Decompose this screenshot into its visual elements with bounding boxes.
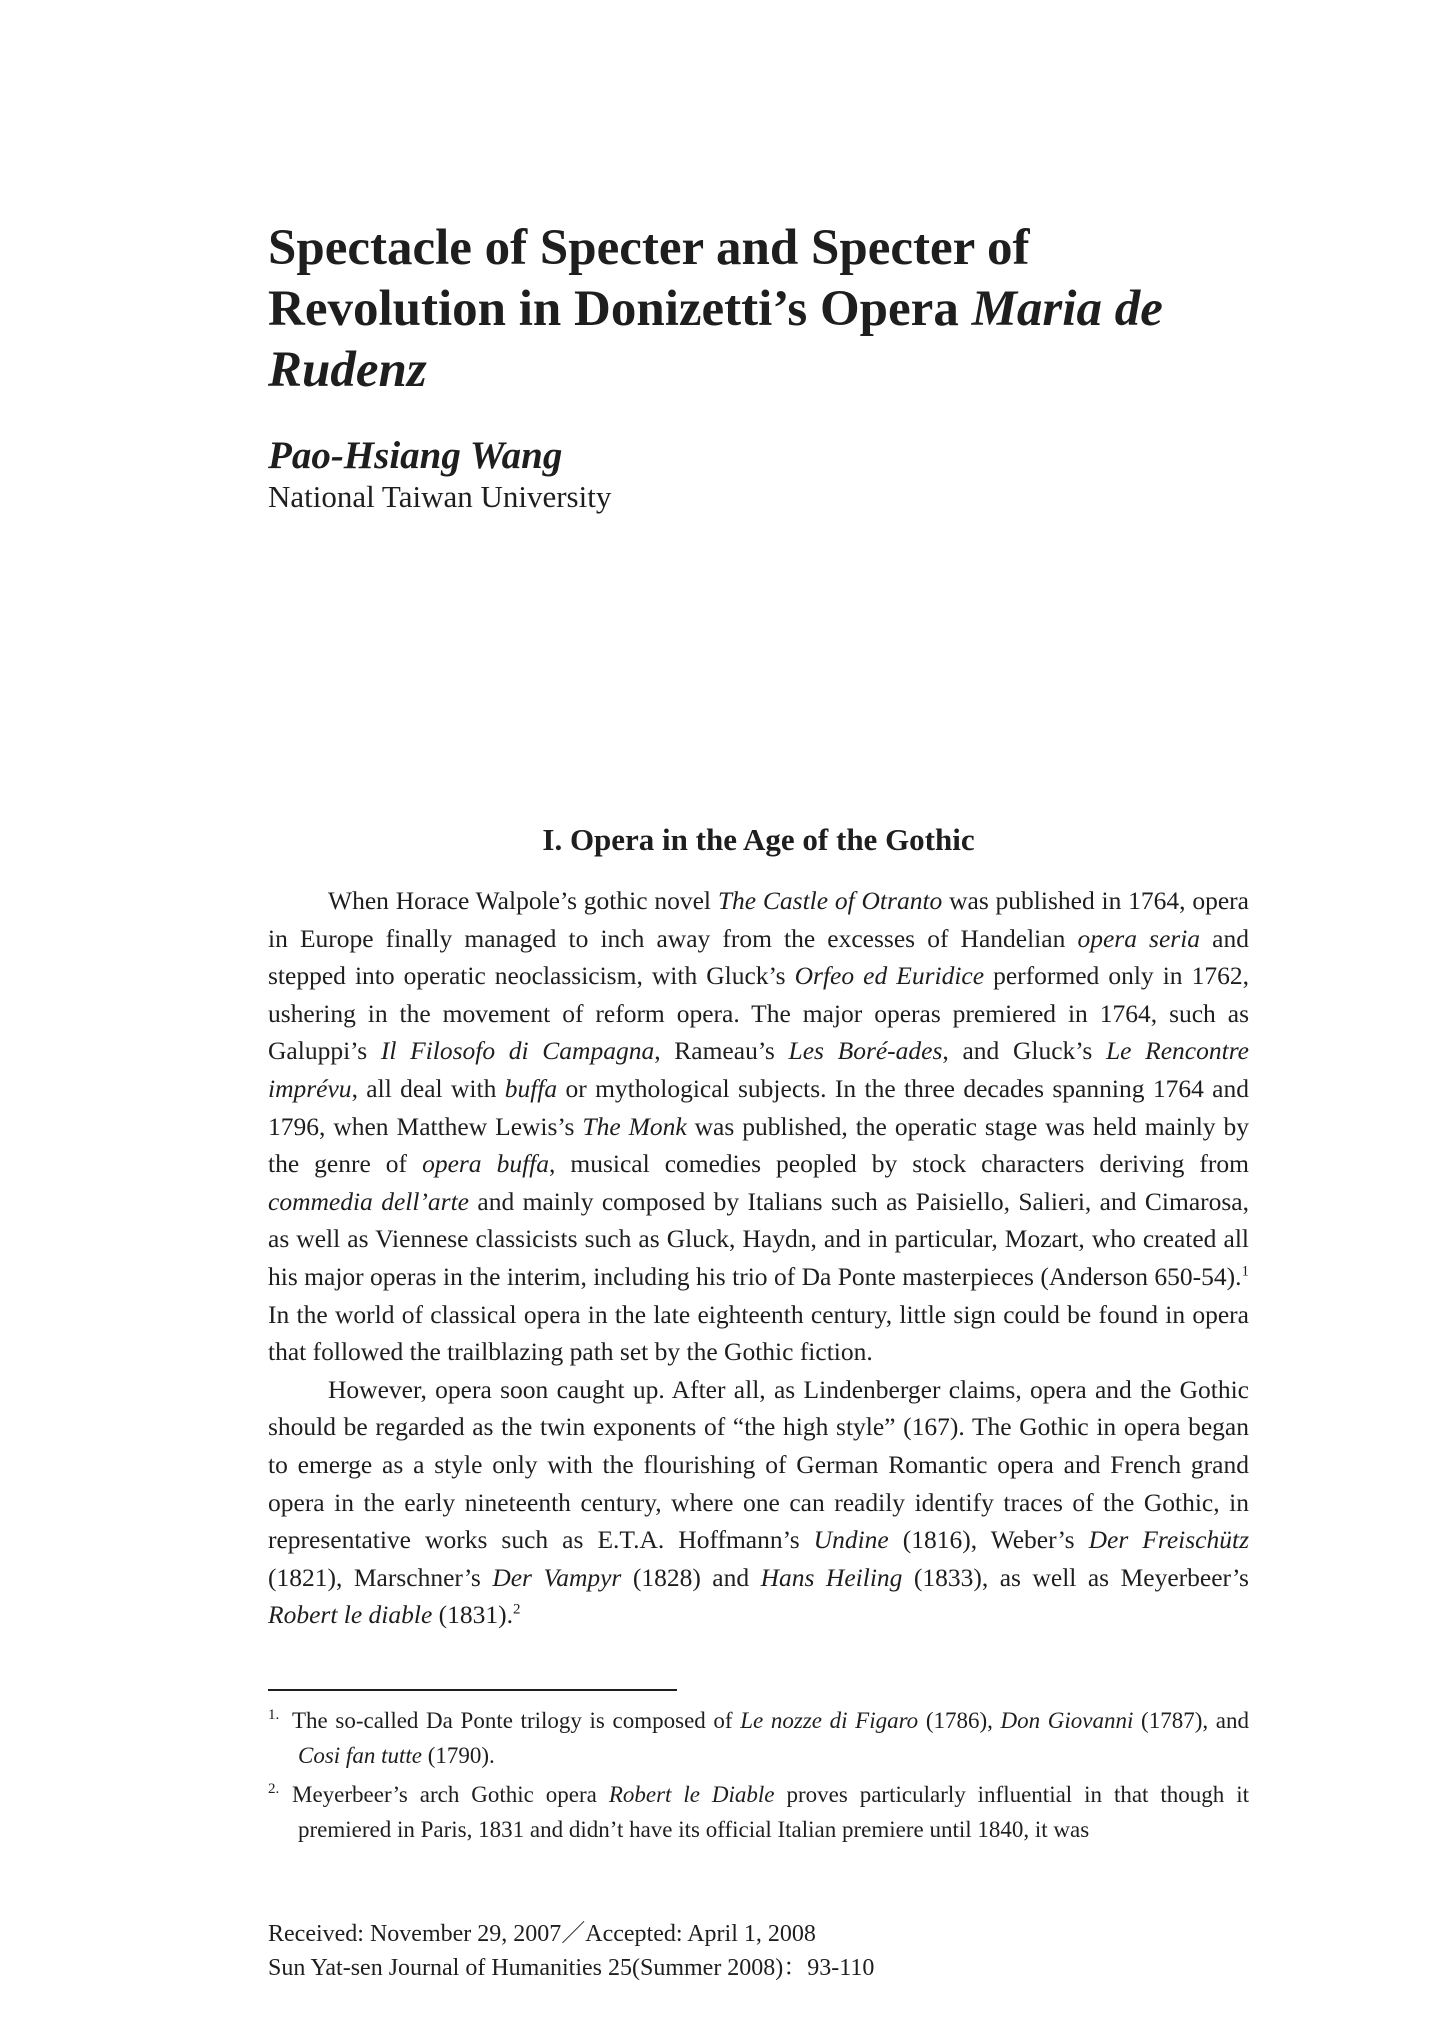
italic-title: The Monk bbox=[582, 1111, 687, 1141]
section-heading: I. Opera in the Age of the Gothic bbox=[542, 822, 975, 857]
text-run: (1833), as well as Meyerbeer’s bbox=[902, 1562, 1249, 1592]
footnote-ref-2[interactable]: 2 bbox=[513, 1601, 521, 1618]
italic-title: The Castle of Otranto bbox=[717, 886, 943, 915]
journal-citation: Sun Yat-sen Journal of Humanities 25(Summer 2008)：93-110 bbox=[268, 1955, 875, 1981]
title-main: Spectacle of Specter and Specter of Revolution in Donizetti’s Opera bbox=[268, 220, 1030, 337]
author-affiliation: National Taiwan University bbox=[268, 479, 612, 514]
title-opera-name: Maria de Rudenz bbox=[268, 281, 1163, 398]
text-run: performed only in 1762, ushering in the movement of reform opera. The major operas premiered in 1764, such as Galuppi’s bbox=[268, 961, 1249, 1066]
author-name: Pao-Hsiang Wang bbox=[268, 434, 563, 477]
italic-term: commedia dell’arte bbox=[268, 1186, 470, 1216]
italic-term: opera buffa bbox=[422, 1149, 549, 1179]
italic-title: Undine bbox=[813, 1525, 889, 1555]
text-run: (1790). bbox=[421, 1743, 495, 1768]
italic-title: Robert le diable bbox=[268, 1600, 433, 1630]
received-accepted-dates: Received: November 29, 2007／Accepted: April 1, 2008 bbox=[268, 1921, 816, 1947]
italic-title: Il Filosofo di Campagna bbox=[380, 1036, 655, 1066]
text-run: and stepped into operatic neoclassicism, with Gluck’s bbox=[268, 923, 1249, 991]
italic-title: Orfeo ed Euridice bbox=[794, 961, 985, 991]
italic-title: Don Giovanni bbox=[1000, 1708, 1134, 1733]
italic-title: Hans Heiling bbox=[760, 1562, 903, 1592]
text-run: , musical comedies peopled by stock characters deriving from bbox=[548, 1149, 1249, 1179]
paragraph-1 bbox=[268, 882, 1249, 1371]
text-run: Meyerbeer’s arch Gothic opera bbox=[292, 1782, 609, 1807]
text-run: or mythological subjects. In the three decades spanning 1764 and 1796, when Matthew Lewis’s bbox=[268, 1073, 1250, 1141]
text-run: (1786), bbox=[918, 1708, 1001, 1733]
text-run: (1821), Marschner’s bbox=[268, 1562, 493, 1592]
italic-term: buffa bbox=[504, 1073, 558, 1103]
text-run: (1787), and bbox=[1133, 1708, 1249, 1733]
footnotes bbox=[268, 1703, 1249, 1851]
text-run: , and Gluck’s bbox=[942, 1036, 1106, 1066]
text-run: (1816), Weber’s bbox=[888, 1525, 1089, 1555]
italic-title: Le nozze di Figaro bbox=[740, 1708, 919, 1733]
text-run: The so-called Da Ponte trilogy is composed of bbox=[292, 1708, 741, 1733]
italic-title: Les Boré-ades bbox=[788, 1036, 943, 1066]
text-run: was published in 1764, opera in Europe finally managed to inch away from the excesses of Handelian bbox=[268, 886, 1249, 953]
paper-title bbox=[268, 218, 1268, 401]
body-text bbox=[268, 882, 1249, 1634]
italic-title: Le Rencontre imprévu bbox=[268, 1036, 1250, 1103]
text-run: proves particularly influential in that though it premiered in Paris, 1831 and didn’t have its official Italian premiere until 1840, it was bbox=[298, 1782, 1250, 1842]
text-run: was published, the operatic stage was held mainly by the genre of bbox=[268, 1111, 1249, 1179]
italic-title: Der Freischütz bbox=[1088, 1525, 1249, 1555]
text-run: and mainly composed by Italians such as Paisiello, Salieri, and Cimarosa, as well as Viennese classicists such as Gluck, Haydn, and in particular, Mozart, who created all his major operas in the interim, including his trio of Da Ponte masterpieces (Anderson 650-54). bbox=[268, 1186, 1249, 1291]
italic-term: opera seria bbox=[1077, 923, 1201, 953]
footnote-1: 1. The so-called Da Ponte trilogy is composed of Le nozze di Figaro (1786), Don Giovanni (1787), and Cosi fan tutte (1790). bbox=[268, 1707, 1249, 1768]
italic-title: Cosi fan tutte bbox=[298, 1743, 422, 1768]
paragraph-2 bbox=[268, 1371, 1249, 1634]
text-run: When Horace Walpole’s gothic novel bbox=[328, 886, 718, 915]
text-run: (1828) and bbox=[621, 1562, 761, 1592]
text-run: , all deal with bbox=[351, 1073, 505, 1103]
publication-info bbox=[268, 1917, 874, 1985]
text-run: In the world of classical opera in the late eighteenth century, little sign could be found in opera that followed the trailblazing path set by the Gothic fiction. bbox=[268, 1299, 1249, 1367]
italic-title: Der Vampyr bbox=[492, 1562, 622, 1592]
footnote-ref-1[interactable]: 1 bbox=[1241, 1263, 1249, 1280]
footnote-divider bbox=[268, 1689, 677, 1691]
text-run: However, opera soon caught up. After all, as Lindenberger claims, opera and the Gothic should be regarded as the twin exponents of “the high style” (167). The Gothic in opera began to emerge as a style only with the flourishing of German Romantic opera and French grand opera in the early nineteenth century, where one can readily identify traces of the Gothic, in representative works such as E.T.A. Hoffmann’s bbox=[268, 1374, 1249, 1555]
text-run: , Rameau’s bbox=[654, 1036, 789, 1066]
footnote-2: 2. Meyerbeer’s arch Gothic opera Robert le Diable proves particularly influential in that though it premiered in Paris, 1831 and didn’t have its official Italian premiere until 1840, it was bbox=[268, 1781, 1250, 1842]
text-run: (1831). bbox=[432, 1600, 514, 1630]
italic-title: Robert le Diable bbox=[608, 1782, 775, 1807]
